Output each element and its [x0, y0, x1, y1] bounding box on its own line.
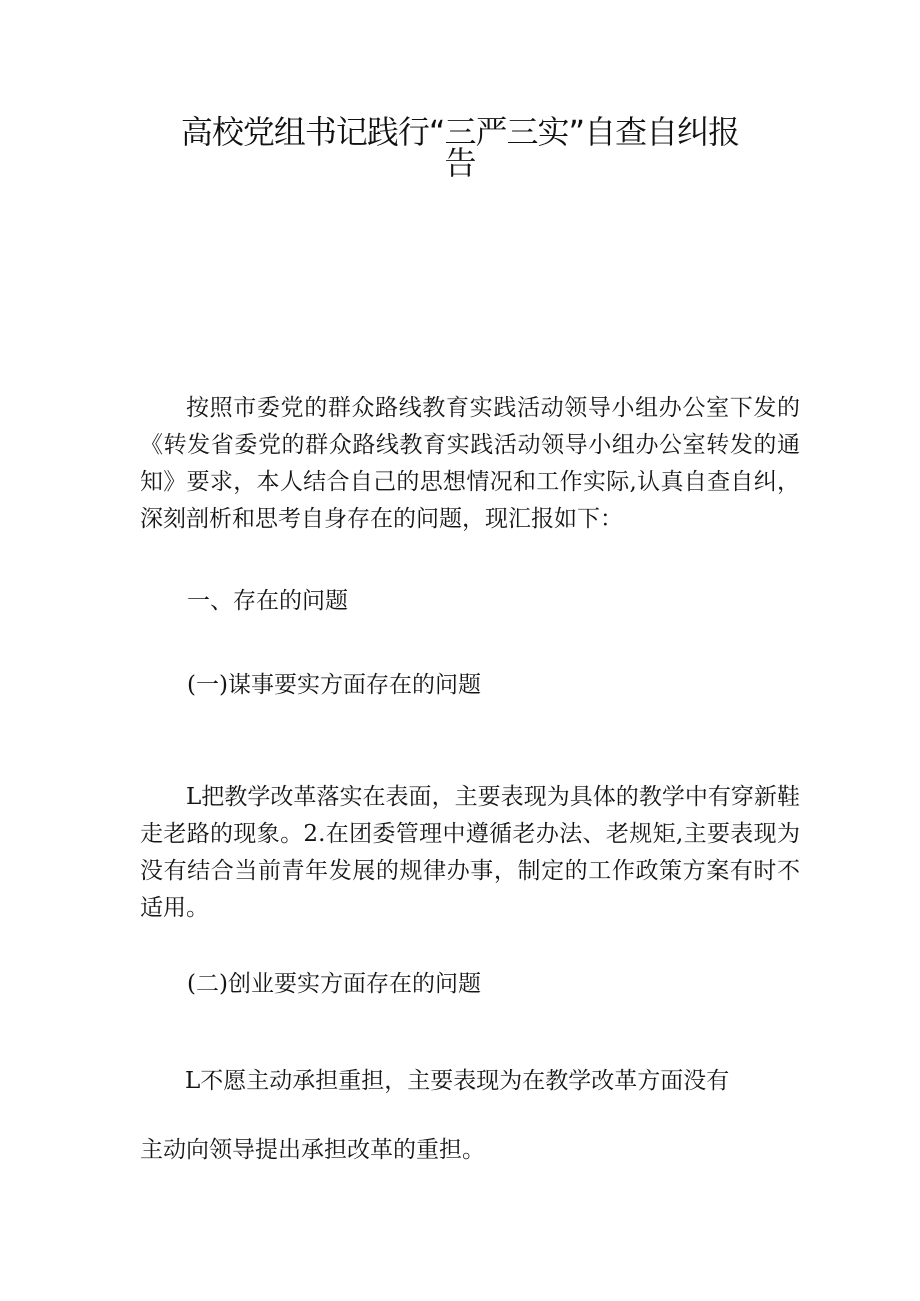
document-title-line-2: 告 — [444, 144, 476, 182]
subsection-entrepreneurship-line-2: 主动向领导提出承担改革的重担。 — [140, 1137, 485, 1163]
subsection-planning-paragraph: L把教学改革落实在表面，主要表现为具体的教学中有穿新鞋走老路的现象。2.在团委管理中遵循老办法、老规矩,主要表现为没有结合当前青年发展的规律办事，制定的工作政策方案有时不适用。 — [140, 784, 800, 921]
document-title-line-1: 高校党组书记践行“三严三实”自查自纠报 — [180, 113, 740, 151]
subsection-heading-planning: (一)谋事要实方面存在的问题 — [187, 672, 481, 698]
subsection-heading-entrepreneurship: (二)创业要实方面存在的问题 — [187, 971, 481, 997]
intro-paragraph: 按照市委党的群众路线教育实践活动领导小组办公室下发的《转发省委党的群众路线教育实践活动领导小组办公室转发的通知》要求，本人结合自己的思想情况和工作实际,认真自查自纠，深刻剖析和思考自身存在的问题，现汇报如下： — [140, 395, 800, 532]
section-heading-problems: 一、存在的问题 — [187, 588, 348, 614]
subsection-entrepreneurship-line-1: L不愿主动承担重担，主要表现为在教学改革方面没有 — [185, 1068, 730, 1094]
